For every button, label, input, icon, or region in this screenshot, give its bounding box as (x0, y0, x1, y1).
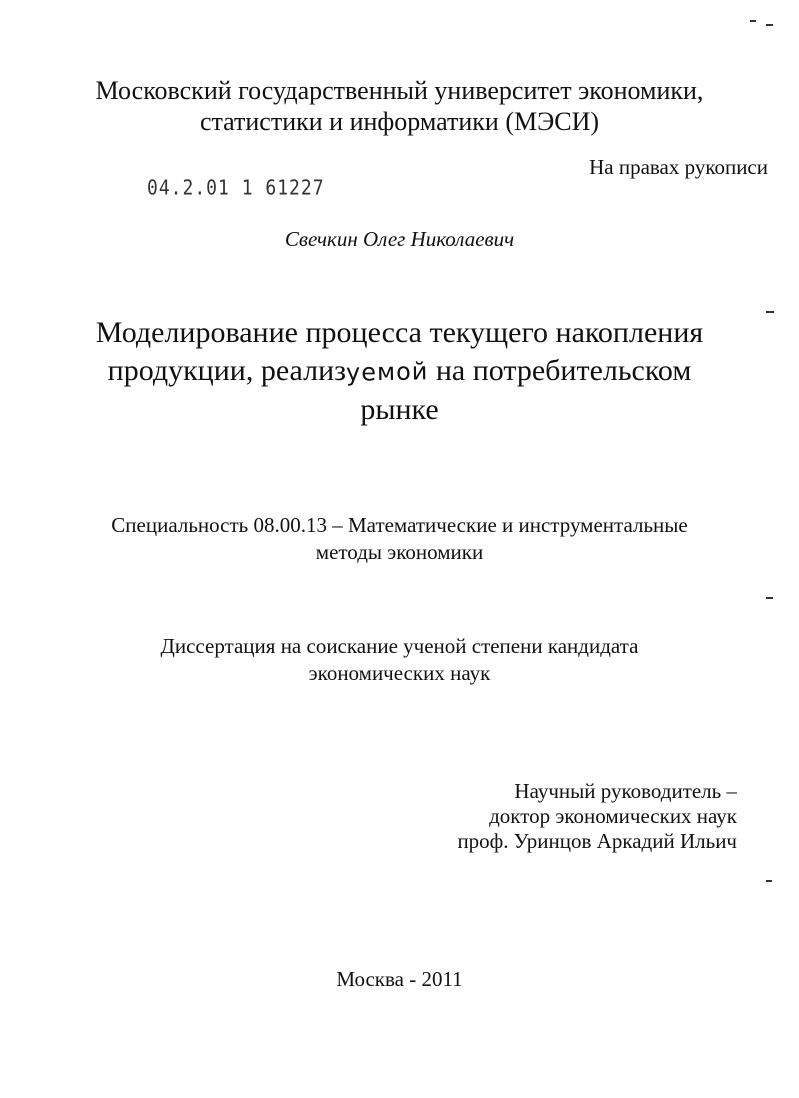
scan-mark (766, 311, 774, 313)
advisor-line-1: Научный руководитель – (514, 779, 737, 803)
scan-mark (766, 880, 772, 882)
scientific-advisor (457, 779, 737, 854)
author-name: Свечкин Олег Николаевич (284, 227, 515, 251)
dissertation-title (0, 314, 799, 429)
university-line-2: статистики и информатики (МЭСИ) (199, 107, 600, 136)
scan-mark (766, 597, 773, 599)
degree-line-2: экономических наук (308, 661, 491, 685)
university-name (0, 75, 799, 137)
city-year: Москва - 2011 (336, 967, 463, 991)
degree-statement (0, 633, 799, 687)
handwritten-correction: уемой (345, 357, 429, 387)
title-line-1: Моделирование процесса текущего накопления (95, 316, 704, 349)
university-line-1: Московский государственный университет экономики, (95, 76, 704, 105)
manuscript-rights: На правах рукописи (589, 155, 768, 179)
scan-mark (750, 20, 756, 22)
title-line-2-suffix: на потребительском (428, 354, 692, 387)
title-line-2 (0, 352, 799, 391)
title-line-3: рынке (360, 393, 439, 426)
specialty-line-1: Специальность 08.00.13 – Математические и инструментальные (111, 513, 688, 537)
specialty-line-2: методы экономики (315, 540, 484, 564)
advisor-line-3: проф. Уринцов Аркадий Ильич (457, 829, 737, 853)
specialty (0, 512, 799, 566)
registration-stamp: 04.2.01 1 61227 (147, 176, 325, 201)
degree-line-1: Диссертация на соискание ученой степени кандидата (160, 634, 639, 658)
title-line-2-prefix: продукции, реализ (107, 354, 346, 387)
advisor-line-2: доктор экономических наук (489, 804, 737, 828)
scan-mark (766, 24, 773, 26)
